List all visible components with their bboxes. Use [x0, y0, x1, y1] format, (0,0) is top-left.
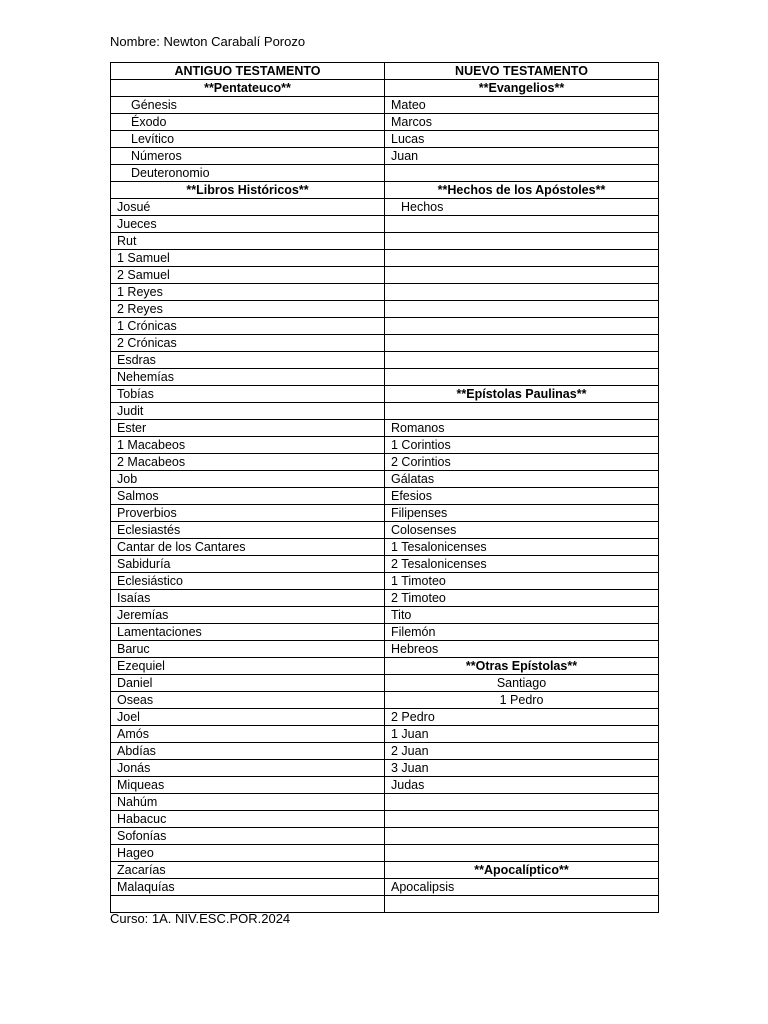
new-testament-book: Gálatas — [385, 471, 659, 488]
new-testament-book — [385, 896, 659, 913]
new-testament-book — [385, 284, 659, 301]
table-row — [111, 148, 659, 165]
old-testament-book: Jueces — [111, 216, 385, 233]
old-testament-book: Abdías — [111, 743, 385, 760]
old-testament-book: Levítico — [111, 131, 385, 148]
table-row — [111, 505, 659, 522]
table-row — [111, 420, 659, 437]
table-row — [111, 624, 659, 641]
table-row — [111, 403, 659, 420]
table-row — [111, 777, 659, 794]
old-testament-book: 1 Reyes — [111, 284, 385, 301]
table-body — [111, 80, 659, 913]
table-row — [111, 267, 659, 284]
old-testament-book: Malaquías — [111, 879, 385, 896]
new-testament-book — [385, 403, 659, 420]
old-testament-book: Habacuc — [111, 811, 385, 828]
old-testament-book: 2 Samuel — [111, 267, 385, 284]
old-testament-book: Lamentaciones — [111, 624, 385, 641]
new-testament-book — [385, 267, 659, 284]
old-testament-book: Deuteronomio — [111, 165, 385, 182]
old-testament-section-heading: **Pentateuco** — [111, 80, 385, 97]
student-name: Nombre: Newton Carabalí Porozo — [110, 34, 306, 49]
old-testament-book: 2 Crónicas — [111, 335, 385, 352]
old-testament-book: Miqueas — [111, 777, 385, 794]
table-row — [111, 182, 659, 199]
old-testament-book: Génesis — [111, 97, 385, 114]
table-header-row — [111, 63, 659, 80]
old-testament-book: Cantar de los Cantares — [111, 539, 385, 556]
table-row — [111, 233, 659, 250]
old-testament-book: Rut — [111, 233, 385, 250]
old-testament-book: 2 Reyes — [111, 301, 385, 318]
table-row — [111, 471, 659, 488]
new-testament-book: Hebreos — [385, 641, 659, 658]
old-testament-book: Tobías — [111, 386, 385, 403]
old-testament-book: 1 Samuel — [111, 250, 385, 267]
old-testament-book: Amós — [111, 726, 385, 743]
new-testament-book: Filipenses — [385, 505, 659, 522]
table-row — [111, 743, 659, 760]
old-testament-book: Isaías — [111, 590, 385, 607]
old-testament-book: Zacarías — [111, 862, 385, 879]
new-testament-book: Judas — [385, 777, 659, 794]
table-row — [111, 539, 659, 556]
table-row — [111, 199, 659, 216]
table-row — [111, 454, 659, 471]
new-testament-book — [385, 335, 659, 352]
table-row — [111, 131, 659, 148]
table-row — [111, 845, 659, 862]
table-row — [111, 165, 659, 182]
table-row — [111, 726, 659, 743]
old-testament-book — [111, 896, 385, 913]
new-testament-book — [385, 794, 659, 811]
new-testament-section-heading: **Epístolas Paulinas** — [385, 386, 659, 403]
table-row — [111, 369, 659, 386]
new-testament-book: Hechos — [385, 199, 659, 216]
old-testament-book: Oseas — [111, 692, 385, 709]
old-testament-book: Nahúm — [111, 794, 385, 811]
table-row — [111, 250, 659, 267]
table-row — [111, 216, 659, 233]
new-testament-book — [385, 165, 659, 182]
new-testament-book: 2 Pedro — [385, 709, 659, 726]
table-row — [111, 811, 659, 828]
new-testament-book — [385, 352, 659, 369]
table-row — [111, 556, 659, 573]
new-testament-book: Apocalipsis — [385, 879, 659, 896]
old-testament-book: Daniel — [111, 675, 385, 692]
new-testament-section-heading: **Hechos de los Apóstoles** — [385, 182, 659, 199]
old-testament-book: Eclesiastés — [111, 522, 385, 539]
new-testament-book — [385, 250, 659, 267]
table-row — [111, 97, 659, 114]
table-row — [111, 760, 659, 777]
old-testament-book: Josué — [111, 199, 385, 216]
new-testament-section-heading: **Evangelios** — [385, 80, 659, 97]
old-testament-book: Ester — [111, 420, 385, 437]
table-row — [111, 590, 659, 607]
table-row — [111, 522, 659, 539]
old-testament-book: Hageo — [111, 845, 385, 862]
new-testament-book: 1 Pedro — [385, 692, 659, 709]
table-row — [111, 675, 659, 692]
table-row — [111, 284, 659, 301]
old-testament-book: Sofonías — [111, 828, 385, 845]
new-testament-book: 1 Tesalonicenses — [385, 539, 659, 556]
new-testament-book: 2 Tesalonicenses — [385, 556, 659, 573]
new-testament-book: 1 Juan — [385, 726, 659, 743]
old-testament-header: ANTIGUO TESTAMENTO — [111, 63, 385, 80]
old-testament-book: Nehemías — [111, 369, 385, 386]
new-testament-book: Filemón — [385, 624, 659, 641]
old-testament-book: 1 Crónicas — [111, 318, 385, 335]
table-row — [111, 658, 659, 675]
old-testament-book: 2 Macabeos — [111, 454, 385, 471]
table-row — [111, 573, 659, 590]
old-testament-book: Baruc — [111, 641, 385, 658]
table-row — [111, 437, 659, 454]
table-row — [111, 318, 659, 335]
new-testament-book — [385, 301, 659, 318]
new-testament-book: 1 Corintios — [385, 437, 659, 454]
new-testament-book — [385, 318, 659, 335]
new-testament-book — [385, 369, 659, 386]
table-row — [111, 879, 659, 896]
new-testament-book: Colosenses — [385, 522, 659, 539]
table-row — [111, 641, 659, 658]
table-row — [111, 301, 659, 318]
table-row — [111, 862, 659, 879]
table-row — [111, 386, 659, 403]
table-row — [111, 352, 659, 369]
old-testament-section-heading: **Libros Históricos** — [111, 182, 385, 199]
old-testament-book: Proverbios — [111, 505, 385, 522]
new-testament-book — [385, 811, 659, 828]
new-testament-book: 1 Timoteo — [385, 573, 659, 590]
old-testament-book: 1 Macabeos — [111, 437, 385, 454]
old-testament-book: Judit — [111, 403, 385, 420]
new-testament-book: 2 Corintios — [385, 454, 659, 471]
new-testament-book: Mateo — [385, 97, 659, 114]
old-testament-book: Jonás — [111, 760, 385, 777]
new-testament-book: Lucas — [385, 131, 659, 148]
course-label: Curso: 1A. NIV.ESC.POR.2024 — [110, 911, 291, 926]
table-row — [111, 828, 659, 845]
new-testament-book — [385, 233, 659, 250]
old-testament-book: Eclesiástico — [111, 573, 385, 590]
new-testament-book — [385, 828, 659, 845]
new-testament-book: 2 Timoteo — [385, 590, 659, 607]
old-testament-book: Esdras — [111, 352, 385, 369]
table-row — [111, 709, 659, 726]
new-testament-section-heading: **Otras Epístolas** — [385, 658, 659, 675]
table-row — [111, 80, 659, 97]
new-testament-section-heading: **Apocalíptico** — [385, 862, 659, 879]
new-testament-book: 2 Juan — [385, 743, 659, 760]
new-testament-book: Juan — [385, 148, 659, 165]
old-testament-book: Job — [111, 471, 385, 488]
new-testament-book — [385, 216, 659, 233]
old-testament-book: Sabiduría — [111, 556, 385, 573]
table-row — [111, 607, 659, 624]
new-testament-header: NUEVO TESTAMENTO — [385, 63, 659, 80]
table-row — [111, 114, 659, 131]
new-testament-book: Romanos — [385, 420, 659, 437]
table-row — [111, 488, 659, 505]
old-testament-book: Salmos — [111, 488, 385, 505]
table-row — [111, 335, 659, 352]
new-testament-book: Tito — [385, 607, 659, 624]
old-testament-book: Joel — [111, 709, 385, 726]
new-testament-book: Efesios — [385, 488, 659, 505]
bible-books-table — [110, 62, 659, 913]
new-testament-book — [385, 845, 659, 862]
table-row — [111, 896, 659, 913]
new-testament-book: Marcos — [385, 114, 659, 131]
old-testament-book: Ezequiel — [111, 658, 385, 675]
old-testament-book: Éxodo — [111, 114, 385, 131]
old-testament-book: Números — [111, 148, 385, 165]
new-testament-book: Santiago — [385, 675, 659, 692]
old-testament-book: Jeremías — [111, 607, 385, 624]
table-row — [111, 692, 659, 709]
table-row — [111, 794, 659, 811]
new-testament-book: 3 Juan — [385, 760, 659, 777]
